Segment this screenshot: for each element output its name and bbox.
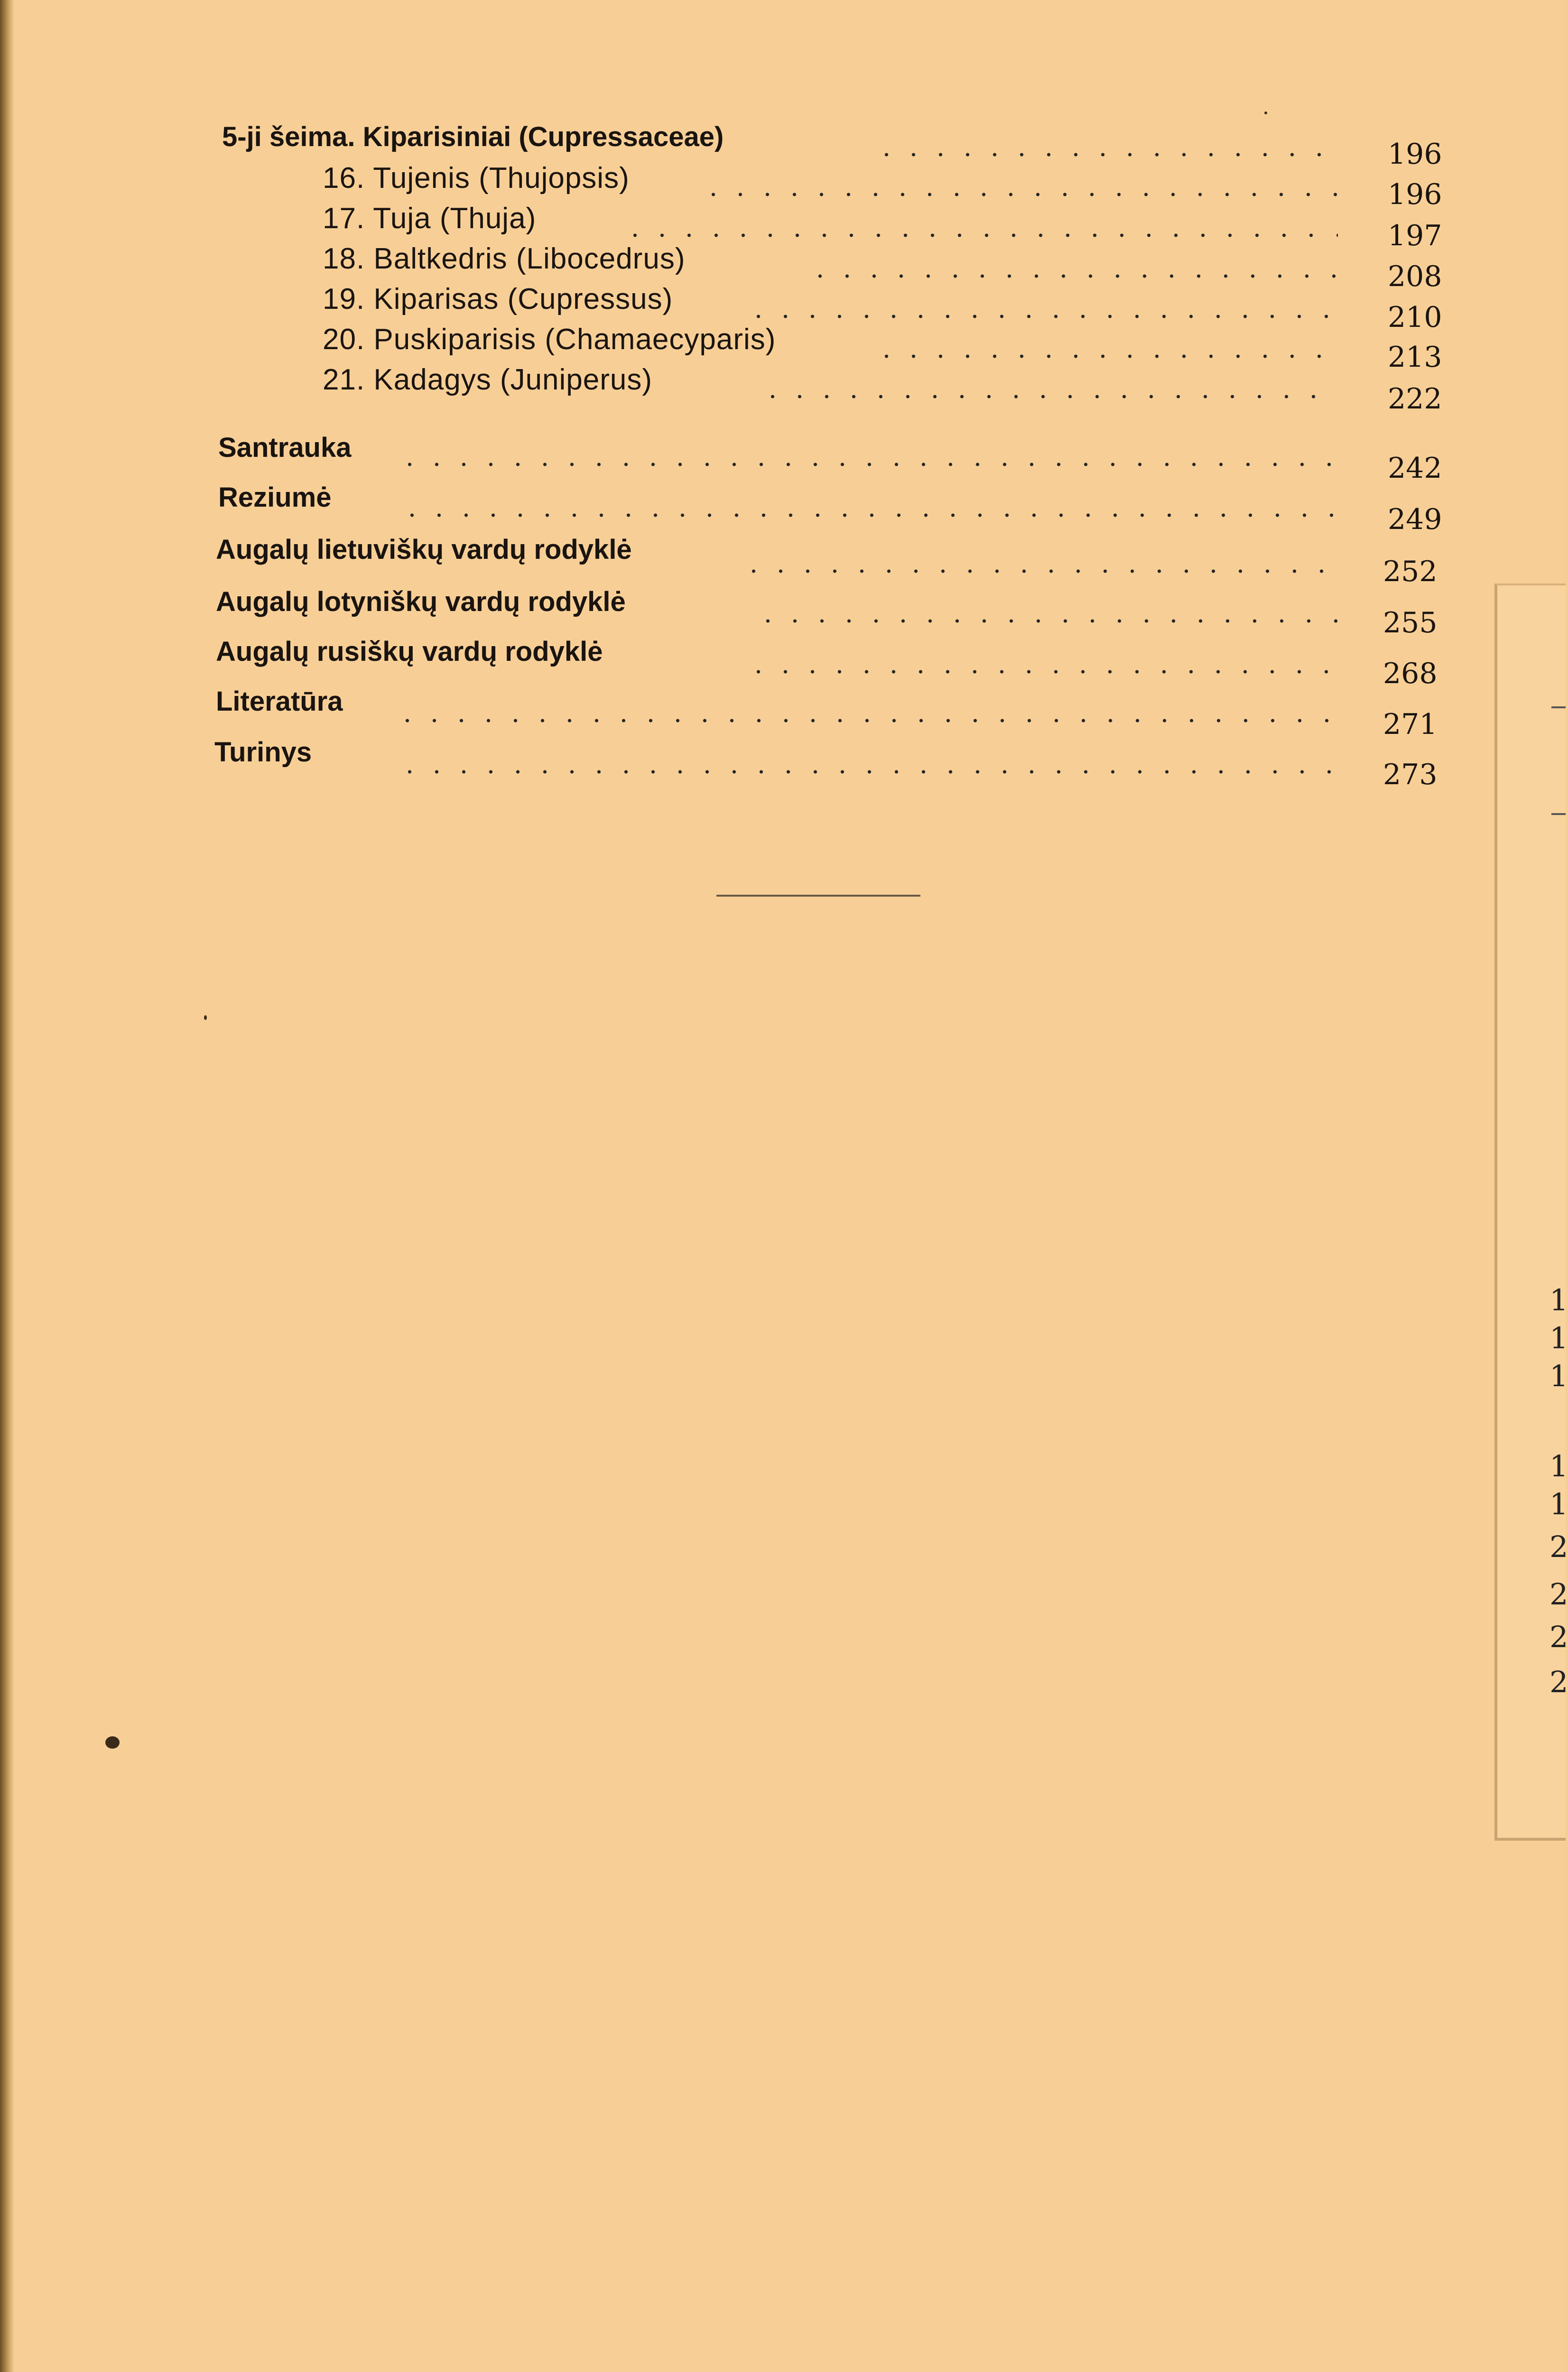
toc-leader-dots: [745, 670, 1338, 674]
toc-leader-dots: [399, 513, 1338, 517]
toc-entry[interactable]: [216, 636, 603, 678]
toc-entry-label: Augalų lietuviškų vardų rodyklė: [216, 534, 632, 565]
toc-leader-dots: [394, 719, 1338, 723]
toc-entry-label: 19. Kiparisas (Cupressus): [323, 283, 673, 315]
ink-speck: [1264, 111, 1267, 114]
toc-entry[interactable]: [216, 534, 632, 576]
toc-entry[interactable]: [323, 242, 685, 285]
toc-page-number: 255: [1383, 606, 1438, 639]
toc-entry-label: 20. Puskiparisis (Chamaecyparis): [323, 323, 776, 356]
underlying-page-digit: 2: [1549, 1665, 1568, 1699]
toc-leader-dots: [807, 274, 1338, 278]
toc-leader-dots: [745, 315, 1338, 318]
toc-page-number: 208: [1388, 260, 1442, 293]
toc-entry-label: Santrauka: [218, 432, 352, 463]
toc-entry-label: 21. Kadagys (Juniperus): [323, 363, 653, 396]
toc-entry-label: Augalų lotyniškų vardų rodyklė: [216, 586, 626, 617]
toc-leader-dots: [700, 193, 1338, 196]
toc-entry-label: 16. Tujenis (Thujopsis): [323, 162, 630, 195]
toc-entry[interactable]: [216, 586, 626, 629]
toc-entry[interactable]: [323, 282, 673, 325]
toc-leader-dots: [740, 569, 1338, 573]
toc-entry-label: 17. Tuja (Thuja): [323, 202, 537, 235]
underlying-page-digit: 1: [1549, 1487, 1568, 1521]
toc-leader-dots: [873, 354, 1338, 358]
toc-page-number: 268: [1383, 657, 1438, 690]
underlying-page-digit: 2: [1549, 1529, 1568, 1564]
ink-speck: [204, 1015, 207, 1020]
underlying-page: [1494, 584, 1566, 1841]
toc-page-number: 273: [1383, 758, 1438, 791]
toc-entry[interactable]: [216, 686, 343, 728]
toc-page-number: 242: [1388, 452, 1442, 485]
toc-entry[interactable]: [218, 482, 332, 524]
underlying-page-digit: 1: [1549, 1283, 1568, 1317]
toc-page-number: 196: [1388, 138, 1442, 171]
toc-leader-dots: [873, 153, 1338, 157]
toc-leader-dots: [396, 770, 1338, 774]
toc-leader-dots: [759, 395, 1338, 398]
toc-entry[interactable]: [323, 161, 630, 204]
toc-entry-label: Literatūra: [216, 686, 343, 717]
toc-entry[interactable]: [323, 363, 652, 406]
binding-edge: [0, 0, 14, 2372]
toc-page-number: 196: [1388, 178, 1442, 211]
toc-page-number: 222: [1388, 382, 1442, 416]
toc-page-number: 252: [1383, 555, 1438, 588]
toc-entry[interactable]: [323, 202, 536, 244]
toc-entry-label: Turinys: [214, 737, 312, 768]
toc-page-number: 213: [1388, 341, 1442, 374]
toc-entry-label: 18. Baltkedris (Libocedrus): [323, 242, 686, 275]
underlying-page-mark: [1551, 813, 1566, 815]
toc-entry[interactable]: [222, 121, 724, 164]
toc-entry-label: Reziumė: [218, 482, 332, 513]
end-rule: [716, 895, 920, 897]
toc-leader-dots: [396, 463, 1338, 466]
toc-page-number: 271: [1383, 708, 1438, 741]
toc-entry-label: Augalų rusiškų vardų rodyklė: [216, 636, 603, 667]
toc-leader-dots: [622, 233, 1338, 237]
underlying-page-digit: 2: [1549, 1620, 1568, 1654]
underlying-page-digit: 2: [1549, 1577, 1568, 1612]
toc-entry[interactable]: [323, 323, 776, 365]
underlying-page-digit: 1: [1549, 1359, 1568, 1393]
toc-leader-dots: [754, 619, 1338, 623]
underlying-page-digit: 1: [1549, 1321, 1568, 1355]
ink-speck: [105, 1736, 120, 1749]
toc-page-number: 197: [1388, 219, 1442, 252]
underlying-page-mark: [1551, 706, 1566, 708]
toc-entry[interactable]: [218, 432, 351, 474]
toc-entry-label: 5-ji šeima. Kiparisiniai (Cupressaceae): [222, 121, 724, 152]
toc-page-number: 249: [1388, 503, 1442, 536]
toc-entry[interactable]: [214, 736, 312, 779]
underlying-page-digit: 1: [1549, 1449, 1568, 1483]
toc-page-number: 210: [1388, 301, 1442, 334]
